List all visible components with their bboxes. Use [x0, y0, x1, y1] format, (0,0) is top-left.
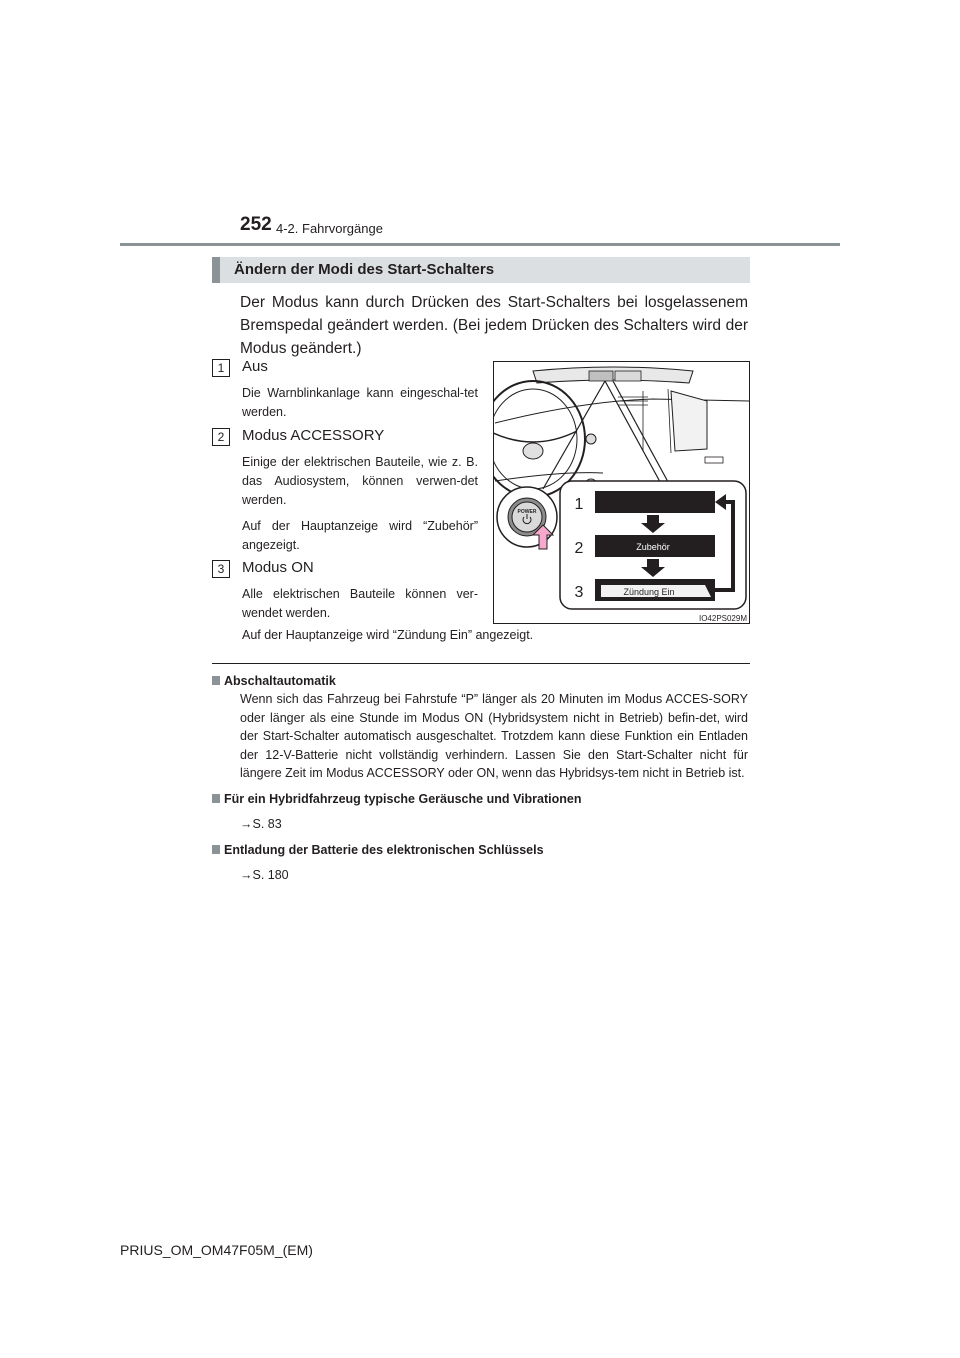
header-rule: [120, 243, 840, 246]
dashboard-svg: [493, 361, 750, 624]
page-reference-link[interactable]: →S. 83: [240, 816, 282, 831]
item3-extra-text: Auf der Hauptanzeige wird “Zündung Ein” angezeigt.: [242, 628, 534, 642]
footer-doc-id: PRIUS_OM_OM47F05M_(EM): [120, 1242, 313, 1258]
note-body: Wenn sich das Fahrzeug bei Fahrstufe “P” länger als 20 Minuten im Modus ACCES-SORY oder länger als eine Stunde im Modus ON (Hybridsystem nicht in Betrieb) befin-det, wird der Start-Schalter automatisch ausgeschaltet. Trotzdem kann diese Funktion ein Entladen der 12-V-Batterie nicht vollständig verhindern. Lassen Sie den Start-Schalter nicht für längere Zeit im Modus ACCESSORY oder ON, wenn das Hybridsys-tem nicht in Betrieb ist.: [240, 692, 748, 781]
figure-label-1: 1: [574, 496, 584, 513]
note-key-battery: [212, 841, 748, 884]
item-description-2: Auf der Hauptanzeige wird “Zubehör” angezeigt.: [242, 519, 478, 552]
figure-label-3: 3: [574, 584, 584, 601]
item-number-badge: 1: [212, 359, 230, 377]
notes-rule: [212, 663, 750, 664]
page-number: 252: [240, 214, 272, 235]
item-title: Aus: [242, 358, 268, 375]
figure-label-2: 2: [574, 540, 584, 557]
note-title: Für ein Hybridfahrzeug typische Geräusche und Vibrationen: [212, 790, 748, 808]
notes-section: [212, 672, 748, 892]
note-title: Entladung der Batterie des elektronischen Schlüssels: [212, 841, 748, 859]
item-description: Alle elektrischen Bauteile können ver-wendet werden.: [242, 587, 478, 620]
item-number-badge: 3: [212, 560, 230, 578]
item-description: Einige der elektrischen Bauteile, wie z. B. das Audiosystem, können verwen-det werden.: [242, 455, 478, 507]
section-accent: [212, 257, 220, 283]
display-zuendung-ein: Zündung Ein: [623, 587, 675, 597]
page-reference-link[interactable]: →S. 180: [240, 867, 289, 882]
item-title: Modus ACCESSORY: [242, 427, 385, 444]
figure-code: IO42PS029M: [698, 614, 747, 623]
item-title: Modus ON: [242, 559, 314, 576]
section-title: Ändern der Modi des Start-Schalters: [234, 261, 495, 278]
note-auto-off: [212, 672, 748, 782]
note-title: Abschaltautomatik: [212, 672, 748, 690]
section-title-bar: [212, 257, 750, 283]
note-hybrid-sounds: [212, 790, 748, 833]
item-description: Die Warnblinkanlage kann eingeschal-tet werden.: [242, 386, 478, 419]
display-zubehoer: Zubehör: [636, 542, 670, 552]
intro-paragraph: Der Modus kann durch Drücken des Start-Schalters bei losgelassenem Bremspedal geändert werden. (Bei jedem Drücken des Schalters wird der Modus geändert.): [240, 294, 748, 357]
dashboard-illustration: [493, 361, 750, 624]
item-number-badge: 2: [212, 428, 230, 446]
chapter-label: 4-2. Fahrvorgänge: [276, 221, 383, 236]
power-label: POWER: [517, 509, 537, 515]
